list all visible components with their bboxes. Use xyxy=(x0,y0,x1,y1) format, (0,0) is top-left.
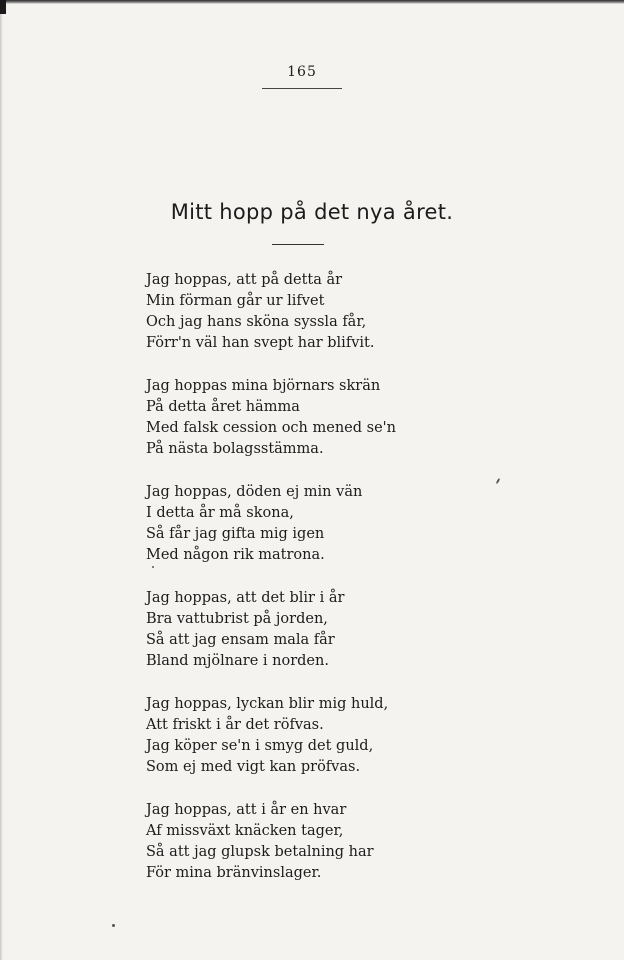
poem-line: Jag hoppas, lyckan blir mig huld, xyxy=(146,696,389,712)
poem-line: Med någon rik matrona. xyxy=(146,547,325,563)
poem-line: På nästa bolagsstämma. xyxy=(146,441,324,457)
poem-line: Med falsk cession och mened se'n xyxy=(146,420,396,436)
title-rule xyxy=(272,244,324,245)
poem-line: Jag hoppas, att det blir i år xyxy=(146,590,345,606)
poem-body xyxy=(146,270,526,906)
page-number: 165 xyxy=(287,64,317,80)
poem-line: På detta året hämma xyxy=(146,399,300,415)
stanza xyxy=(146,800,526,884)
stanza xyxy=(146,588,526,672)
corner-mark xyxy=(0,0,6,14)
poem-line: Jag hoppas, att i år en hvar xyxy=(146,802,347,818)
poem-line: Förr'n väl han svept har blifvit. xyxy=(146,335,375,351)
ink-speck xyxy=(152,566,154,568)
poem-line: Jag hoppas, döden ej min vän xyxy=(146,484,363,500)
page-left-edge xyxy=(0,0,3,960)
page-top-edge xyxy=(0,0,624,4)
page-number-rule xyxy=(262,88,342,89)
stanza xyxy=(146,482,526,566)
poem-line: Jag hoppas, att på detta år xyxy=(146,272,343,288)
poem-line: Så att jag glupsk betalning har xyxy=(146,844,374,860)
stanza xyxy=(146,694,526,778)
poem-line: Jag köper se'n i smyg det guld, xyxy=(146,738,374,754)
ink-speck xyxy=(112,924,115,927)
poem-line: För mina bränvinslager. xyxy=(146,865,322,881)
poem-title: Mitt hopp på det nya året. xyxy=(170,200,454,224)
poem-line: Som ej med vigt kan pröfvas. xyxy=(146,759,361,775)
poem-line: Att friskt i år det röfvas. xyxy=(146,717,324,733)
poem-line: Jag hoppas mina björnars skrän xyxy=(146,378,381,394)
poem-line: Bland mjölnare i norden. xyxy=(146,653,329,669)
poem-line: Och jag hans sköna syssla får, xyxy=(146,314,367,330)
poem-line: Af missväxt knäcken tager, xyxy=(146,823,344,839)
poem-line: Så får jag gifta mig igen xyxy=(146,526,325,542)
poem-line: Min förman går ur lifvet xyxy=(146,293,325,309)
poem-line: I detta år må skona, xyxy=(146,505,294,521)
stanza xyxy=(146,270,526,354)
poem-line: Bra vattubrist på jorden, xyxy=(146,611,328,627)
stanza xyxy=(146,376,526,460)
poem-line: Så att jag ensam mala får xyxy=(146,632,335,648)
